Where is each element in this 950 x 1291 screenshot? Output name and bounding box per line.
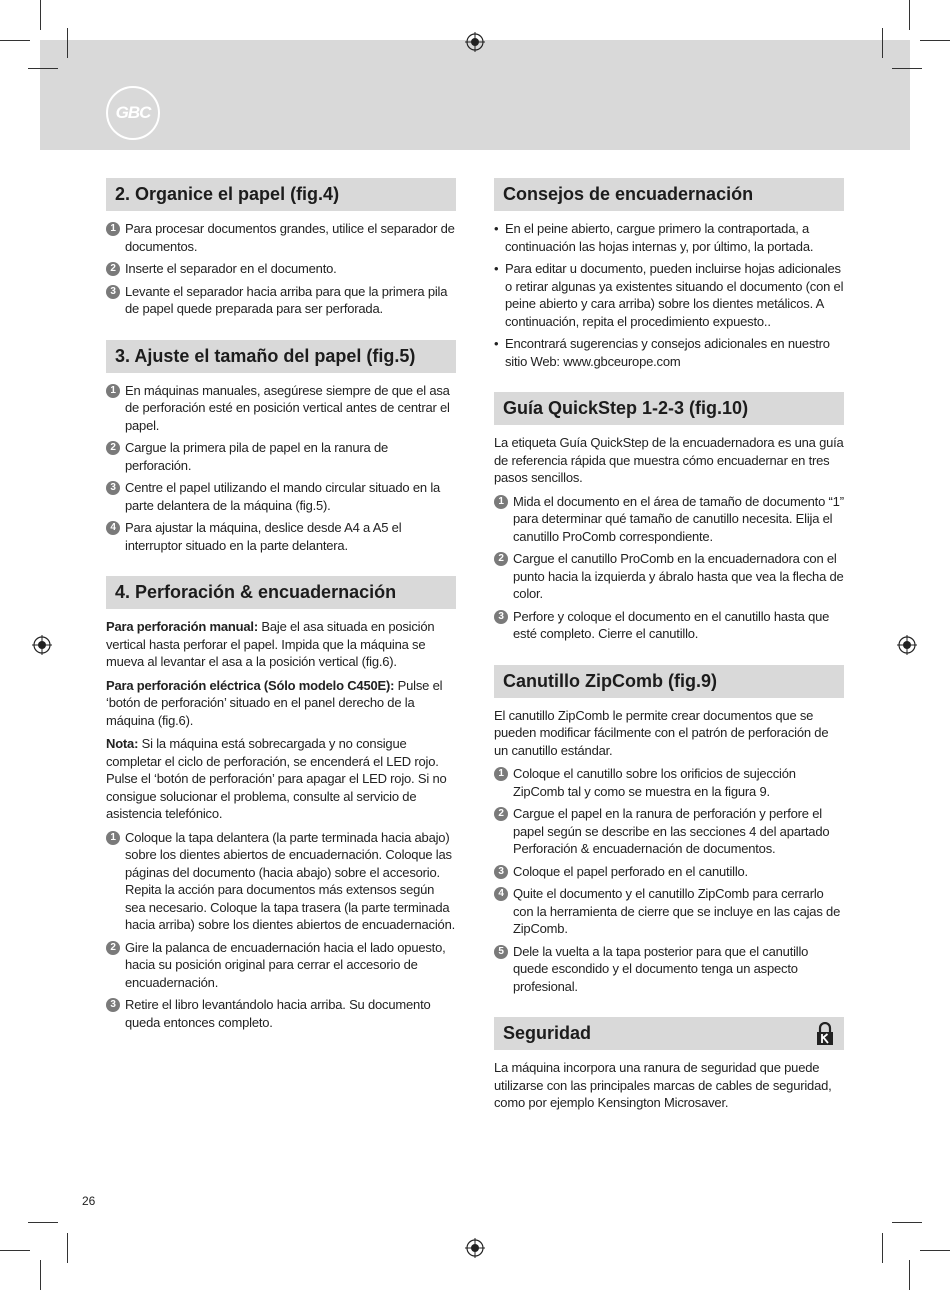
step-number-icon: 1 [106, 222, 120, 236]
step-list [494, 765, 844, 995]
step-number-icon: 4 [494, 887, 508, 901]
list-item: 3 Perfore y coloque el documento en el canutillo hasta que esté completo. Cierre el canutillo. [494, 608, 844, 643]
paragraph: La etiqueta Guía QuickStep de la encuadernadora es una guía de referencia rápida que muestra cómo encuadernar en tres pasos sencillos. [494, 435, 844, 485]
list-item: 1 Coloque el canutillo sobre los orificios de sujección ZipComb tal y como se muestra en la figura 9. [494, 765, 844, 800]
list-item: 1 Coloque la tapa delantera (la parte terminada hacia abajo) sobre los dientes abiertos de encuadernación. Coloque las páginas del documento (hacia abajo) sobre el accesorio. Repita la acción para documentos más extensos según sea necesario. Coloque la tapa trasera (la parte terminada hacia arriba) sobre los dientes abiertos de encuadernación. [106, 829, 456, 934]
right-column [494, 178, 844, 1118]
list-item: 3 Levante el separador hacia arriba para que la primera pila de papel quede preparada para ser perforada. [106, 283, 456, 318]
crop-mark [920, 40, 950, 41]
step-number-icon: 2 [494, 552, 508, 566]
section-title: Seguridad [494, 1017, 844, 1050]
step-number-icon: 1 [106, 831, 120, 845]
step-list [106, 382, 456, 555]
step-number-icon: 1 [106, 384, 120, 398]
list-item: 4 Quite el documento y el canutillo ZipComb para cerrarlo con la herramienta de cierre que se incluye en las cajas de ZipComb. [494, 885, 844, 938]
crop-mark [882, 1233, 883, 1263]
step-number-icon: 2 [106, 441, 120, 455]
list-item: 1 En máquinas manuales, asegúrese siempre de que el asa de perforación esté en posición vertical antes de centrar el papel. [106, 382, 456, 435]
step-number-icon: 1 [494, 767, 508, 781]
step-number-icon: 2 [106, 941, 120, 955]
step-number-icon: 3 [494, 610, 508, 624]
list-item: 2 Cargue el papel en la ranura de perforación y perfore el papel según se describe en las secciones 4 del apartado Perforación & encuadernación de documentos. [494, 805, 844, 858]
registration-mark-icon [32, 635, 52, 655]
list-item: 3 Centre el papel utilizando el mando circular situado en la parte delantera de la máquina (fig.5). [106, 479, 456, 514]
step-number-icon: 3 [106, 998, 120, 1012]
list-item: 1 Para procesar documentos grandes, utilice el separador de documentos. [106, 220, 456, 255]
crop-mark [28, 1222, 58, 1223]
step-number-icon: 1 [494, 495, 508, 509]
step-number-icon: 3 [494, 865, 508, 879]
section-title: Canutillo ZipComb (fig.9) [494, 665, 844, 698]
paragraph: La máquina incorpora una ranura de seguridad que puede utilizarse con las principales marcas de cables de seguridad, como por ejemplo Kensington Microsaver. [494, 1060, 832, 1110]
crop-mark [67, 28, 68, 58]
step-number-icon: 2 [494, 807, 508, 821]
section-title: Consejos de encuadernación [494, 178, 844, 211]
left-column [106, 178, 456, 1036]
crop-mark [909, 1260, 910, 1290]
registration-mark-icon [465, 32, 485, 52]
list-item: 2 Gire la palanca de encuadernación hacia el lado opuesto, hacia su posición original para cerrar el accesorio de encuadernación. [106, 939, 456, 992]
list-item: 2 Cargue el canutillo ProComb en la encuadernadora con el punto hacia la izquierda y ábralo hasta que vea la flecha de color. [494, 550, 844, 603]
crop-mark [892, 1222, 922, 1223]
list-item: • En el peine abierto, cargue primero la contraportada, a continuación las hojas internas y, por último, la portada. [494, 221, 814, 254]
crop-mark [67, 1233, 68, 1263]
registration-mark-icon [897, 635, 917, 655]
crop-mark [920, 1250, 950, 1251]
list-item: 1 Mida el documento en el área de tamaño de documento “1” para determinar qué tamaño de canutillo necesita. Elija el canutillo ProComb correspondiente. [494, 493, 844, 546]
step-list [106, 829, 456, 1032]
crop-mark [882, 28, 883, 58]
paragraph: Para perforación manual: Baje el asa situada en posición vertical hasta perforar el papel. Impida que la máquina se mueva al levantar el asa a la posición vertical (fig.6). [106, 619, 435, 669]
crop-mark [0, 1250, 30, 1251]
bullet-list [494, 220, 844, 370]
section-title: Guía QuickStep 1-2-3 (fig.10) [494, 392, 844, 425]
paragraph: El canutillo ZipComb le permite crear documentos que se pueden modificar fácilmente con el patrón de perforación de un canutillo estándar. [494, 707, 829, 758]
list-item: 5 Dele la vuelta a la tapa posterior para que el canutillo quede escondido y el documento tenga un aspecto profesional. [494, 943, 844, 996]
crop-mark [909, 0, 910, 30]
step-list [106, 220, 456, 318]
crop-mark [0, 40, 30, 41]
kensington-lock-icon [815, 1022, 835, 1046]
crop-mark [28, 68, 58, 69]
registration-mark-icon [465, 1238, 485, 1258]
crop-mark [892, 68, 922, 69]
list-item: 3 Retire el libro levantándolo hacia arriba. Su documento queda entonces completo. [106, 996, 456, 1031]
crop-mark [40, 0, 41, 30]
section-title: 4. Perforación & encuadernación [106, 576, 456, 609]
crop-mark [40, 1260, 41, 1290]
step-number-icon: 5 [494, 945, 508, 959]
paragraph: Para perforación eléctrica (Sólo modelo C450E): Pulse el ‘botón de perforación’ situado en el panel derecho de la máquina (fig.6). [106, 677, 443, 728]
list-item: 2 Cargue la primera pila de papel en la ranura de perforación. [106, 439, 456, 474]
list-item: • Encontrará sugerencias y consejos adicionales en nuestro sitio Web: www.gbceurope.com [494, 336, 830, 369]
paragraph: Nota: Si la máquina está sobrecargada y no consigue completar el ciclo de perforación, se encenderá el LED rojo. Pulse el ‘botón de perforación’ para apagar el LED rojo. Si no consigue solucionar el problema, consulte al servicio de asistencia telefónico. [106, 736, 447, 821]
header-band [40, 40, 910, 150]
step-number-icon: 3 [106, 285, 120, 299]
step-list [494, 493, 844, 643]
step-number-icon: 2 [106, 262, 120, 276]
list-item: 3 Coloque el papel perforado en el canutillo. [494, 863, 844, 881]
section-title: 2. Organice el papel (fig.4) [106, 178, 456, 211]
list-item: 4 Para ajustar la máquina, deslice desde A4 a A5 el interruptor situado en la parte delantera. [106, 519, 456, 554]
step-number-icon: 3 [106, 481, 120, 495]
page-number: 26 [82, 1194, 96, 1208]
gbc-logo: GBC [106, 86, 160, 140]
section-title: 3. Ajuste el tamaño del papel (fig.5) [106, 340, 456, 373]
list-item: • Para editar u documento, pueden incluirse hojas adicionales o retirar algunas ya existentes situando el documento (con el peine abierto y cara arriba) sobre los dientes metálicos. A continuación, repita el procedimiento expuesto.. [494, 261, 844, 329]
step-number-icon: 4 [106, 521, 120, 535]
list-item: 2 Inserte el separador en el documento. [106, 260, 456, 278]
